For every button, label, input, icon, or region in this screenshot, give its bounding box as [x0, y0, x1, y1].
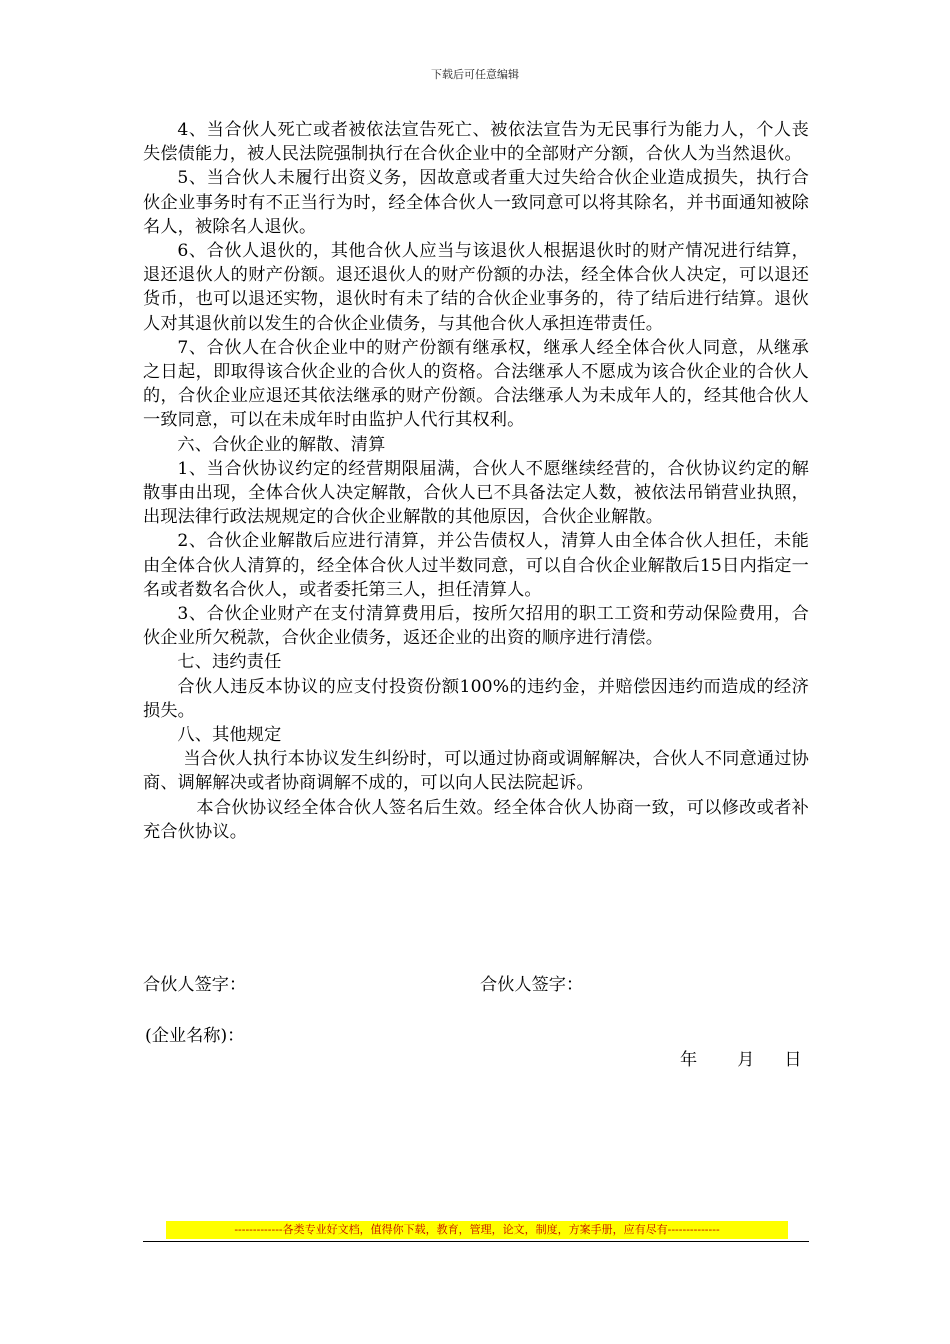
month-label: 月: [737, 1050, 755, 1070]
year-label: 年: [680, 1050, 698, 1070]
footer-banner: -------------各类专业好文档，值得你下载，教育，管理，论文，制度，方案手册，应有尽有--------------: [166, 1221, 788, 1239]
clause-7: 7、合伙人在合伙企业中的财产份额有继承权，继承人经全体合伙人同意，从继承之日起，即取得该合伙企业的合伙人的资格。合法继承人不愿成为该合伙企业的合伙人的，合伙企业应退还其依法继承的财产份额。合法继承人为未成年人的，经其他合伙人一致同意，可以在未成年时由监护人代行其权利。: [143, 337, 809, 431]
document-body: [143, 118, 809, 844]
clause-6: 6、合伙人退伙的，其他合伙人应当与该退伙人根据退伙时的财产情况进行结算，退还退伙人的财产份额。退还退伙人的财产份额的办法，经全体合伙人决定，可以退还货币，也可以退还实物，退伙时有未了结的合伙企业事务的，待了结后进行结算。退伙人对其退伙前以发生的合伙企业债务，与其他合伙人承担连带责任。: [143, 241, 809, 334]
clause-4: 4、当合伙人死亡或者被依法宣告死亡、被依法宣告为无民事行为能力人，个人丧失偿债能力，被人民法院强制执行在合伙企业中的全部财产分额，合伙人为当然退伙。: [143, 120, 809, 165]
footer-divider: [143, 1241, 809, 1242]
clause-dispute: 当合伙人执行本协议发生纠纷时，可以通过协商或调解解决，合伙人不同意通过协商、调解解决或者协商调解不成的，可以向人民法院起诉。: [143, 749, 809, 794]
clause-dissolution-1: 1、当合伙协议约定的经营期限届满，合伙人不愿继续经营的，合伙协议约定的解散事由出现，全体合伙人决定解散，合伙人已不具备法定人数，被依法吊销营业执照，出现法律行政法规规定的合伙企业解散的其他原因，合伙企业解散。: [143, 458, 809, 528]
partner-signature-label-right: 合伙人签字：: [480, 975, 584, 995]
date-line: [680, 1045, 802, 1070]
section-heading-8: 八、其他规定: [177, 725, 282, 746]
page-header: 下载后可任意编辑: [431, 68, 519, 81]
section-heading-7: 七、违约责任: [177, 652, 282, 673]
section-heading-6: 六、合伙企业的解散、清算: [177, 434, 386, 455]
clause-effective: 本合伙协议经全体合伙人签名后生效。经全体合伙人协商一致，可以修改或者补充合伙协议。: [143, 797, 809, 842]
clause-dissolution-3: 3、合伙企业财产在支付清算费用后，按所欠招用的职工工资和劳动保险费用，合伙企业所欠税款，合伙企业债务，返还企业的出资的顺序进行清偿。: [143, 604, 809, 649]
day-label: 日: [784, 1050, 802, 1070]
clause-dissolution-2: 2、合伙企业解散后应进行清算，并公告债权人，清算人由全体合伙人担任，未能由全体合伙人清算的，经全体合伙人过半数同意，可以自合伙企业解散后15日内指定一名或者数名合伙人，或者委托第三人，担任清算人。: [143, 531, 809, 600]
company-name-label: (企业名称)：: [145, 1026, 245, 1046]
clause-breach: 合伙人违反本协议的应支付投资份额100%的违约金，并赔偿因违约而造成的经济损失。: [143, 676, 809, 721]
clause-5: 5、当合伙人未履行出资义务，因故意或者重大过失给合伙企业造成损失，执行合伙企业事务时有不正当行为时，经全体合伙人一致同意可以将其除名，并书面通知被除名人，被除名人退伙。: [143, 168, 809, 237]
partner-signature-label-left: 合伙人签字：: [143, 975, 247, 995]
